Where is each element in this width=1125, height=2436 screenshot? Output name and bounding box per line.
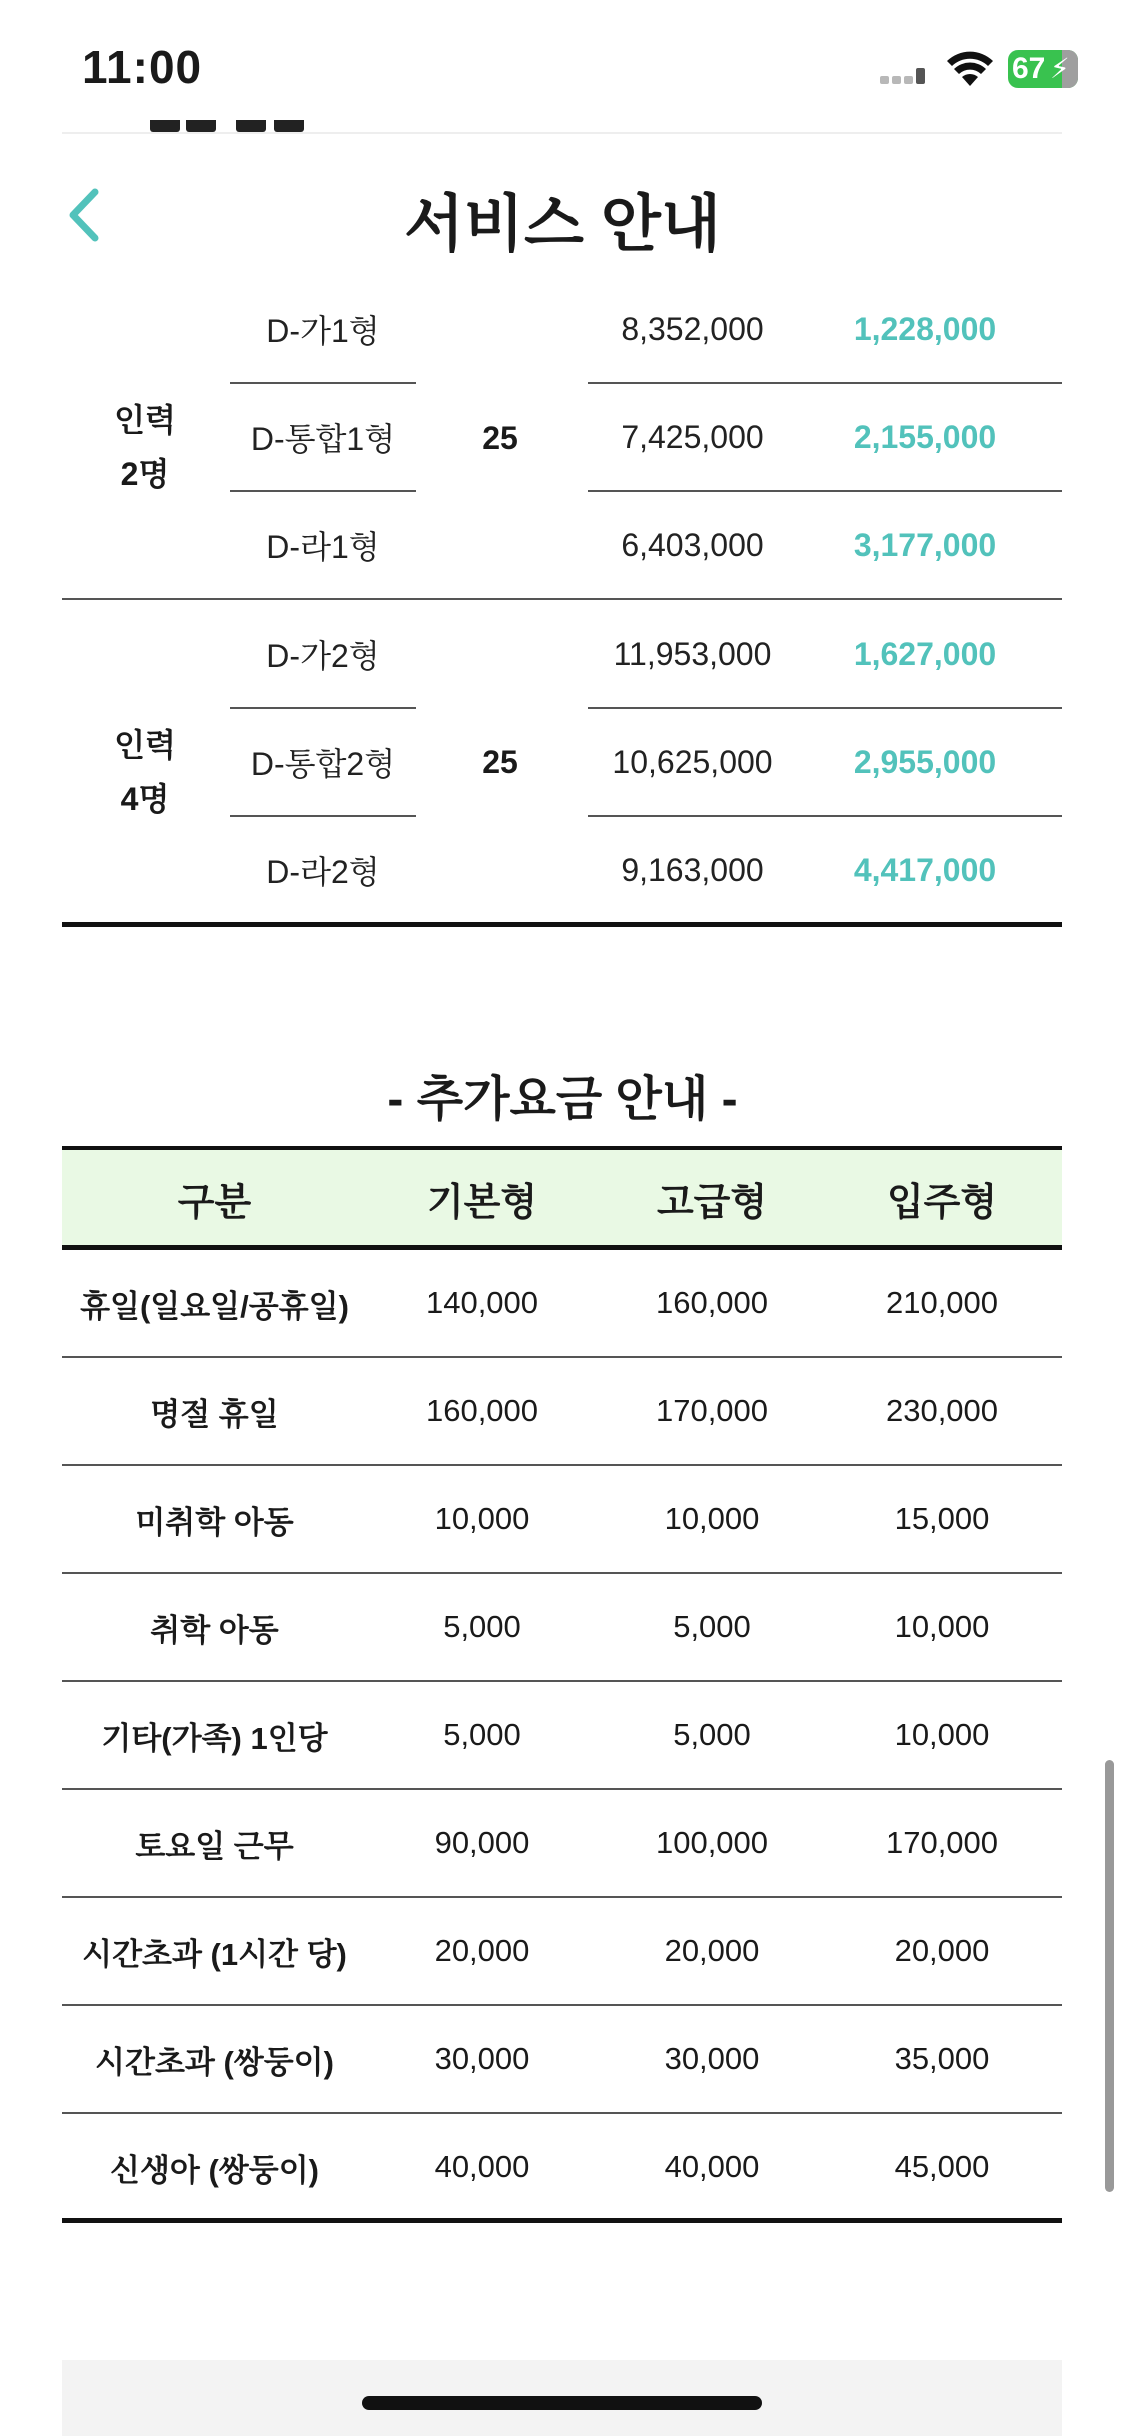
fee-premium-cell: 5,000 bbox=[673, 1717, 751, 1752]
table-row bbox=[62, 2006, 1062, 2114]
table-row bbox=[62, 1466, 1062, 1574]
extra-fees-title: - 추가요금 안내 - bbox=[387, 1073, 738, 1126]
cellular-signal-icon bbox=[880, 66, 926, 84]
fee-live-in-cell: 20,000 bbox=[894, 1933, 990, 1968]
fee-category-cell: 시간초과 (1시간 당) bbox=[82, 1936, 347, 1972]
subsidy-cell: 2,155,000 bbox=[853, 418, 997, 455]
scrollbar[interactable] bbox=[1105, 1760, 1114, 2192]
subsidy-cell: 1,627,000 bbox=[853, 635, 997, 672]
table-bottom-border bbox=[62, 922, 1062, 927]
type-cell: D-라2형 bbox=[266, 854, 380, 890]
table-row bbox=[62, 1358, 1062, 1466]
fee-premium-cell: 170,000 bbox=[655, 1393, 769, 1428]
fee-basic-cell: 30,000 bbox=[434, 2041, 530, 2076]
header-cell-premium: 고급형 bbox=[656, 1181, 768, 1224]
fee-category-cell: 신생아 (쌍둥이) bbox=[110, 2152, 319, 2188]
group-label: 인력 4명 bbox=[114, 727, 176, 817]
type-cell: D-가2형 bbox=[266, 638, 380, 674]
fee-category-cell: 휴일(일요일/공휴일) bbox=[80, 1288, 349, 1324]
type-cell: D-가1형 bbox=[266, 313, 380, 349]
fee-category-cell: 미취학 아동 bbox=[135, 1504, 294, 1540]
type-cell: D-라1형 bbox=[266, 529, 380, 565]
header-cell-basic: 기본형 bbox=[426, 1181, 538, 1224]
table-row bbox=[62, 1790, 1062, 1898]
charging-bolt-icon: ⚡ bbox=[1050, 53, 1070, 84]
fee-basic-cell: 90,000 bbox=[434, 1825, 530, 1860]
fee-live-in-cell: 45,000 bbox=[894, 2149, 990, 2184]
wifi-icon bbox=[946, 48, 994, 88]
group-count: 25 bbox=[482, 419, 518, 456]
fee-category-cell: 시간초과 (쌍둥이) bbox=[95, 2044, 334, 2080]
fee-category-cell: 토요일 근무 bbox=[135, 1828, 294, 1864]
fee-premium-cell: 160,000 bbox=[655, 1285, 769, 1320]
page-title: 서비스 안내 bbox=[404, 190, 721, 259]
group-count: 25 bbox=[482, 743, 518, 780]
price-cell: 8,352,000 bbox=[621, 310, 764, 347]
fee-live-in-cell: 10,000 bbox=[894, 1609, 990, 1644]
type-cell: D-통합1형 bbox=[250, 421, 396, 457]
price-cell: 9,163,000 bbox=[621, 851, 764, 888]
fee-live-in-cell: 230,000 bbox=[885, 1393, 999, 1428]
table-bottom-border bbox=[62, 2218, 1062, 2223]
table-row bbox=[62, 1250, 1062, 1358]
price-cell: 11,953,000 bbox=[613, 635, 772, 672]
home-indicator[interactable] bbox=[362, 2396, 762, 2410]
price-cell: 7,425,000 bbox=[621, 418, 764, 455]
fee-live-in-cell: 170,000 bbox=[885, 1825, 999, 1860]
fee-premium-cell: 30,000 bbox=[664, 2041, 760, 2076]
type-cell: D-통합2형 bbox=[250, 746, 396, 782]
subsidy-cell: 3,177,000 bbox=[853, 526, 997, 563]
battery-level: 67 bbox=[1012, 52, 1046, 85]
fee-live-in-cell: 35,000 bbox=[894, 2041, 990, 2076]
header-cell-category: 구분 bbox=[177, 1181, 252, 1224]
group-divider bbox=[62, 598, 1062, 600]
fee-category-cell: 명절 휴일 bbox=[150, 1396, 279, 1432]
fee-category-cell: 취학 아동 bbox=[150, 1612, 279, 1648]
fee-basic-cell: 160,000 bbox=[425, 1393, 539, 1428]
fee-live-in-cell: 15,000 bbox=[894, 1501, 990, 1536]
status-bar bbox=[0, 0, 1125, 132]
fee-premium-cell: 10,000 bbox=[664, 1501, 760, 1536]
fee-basic-cell: 10,000 bbox=[434, 1501, 530, 1536]
header-divider bbox=[62, 132, 1062, 134]
table-header-row bbox=[62, 1150, 1062, 1246]
fee-basic-cell: 140,000 bbox=[425, 1285, 539, 1320]
fee-premium-cell: 100,000 bbox=[655, 1825, 769, 1860]
fee-premium-cell: 5,000 bbox=[673, 1609, 751, 1644]
subsidy-cell: 1,228,000 bbox=[853, 310, 997, 347]
fee-basic-cell: 40,000 bbox=[434, 2149, 530, 2184]
fee-basic-cell: 5,000 bbox=[443, 1609, 521, 1644]
header-cell-live-in: 입주형 bbox=[886, 1181, 998, 1224]
price-cell: 6,403,000 bbox=[621, 526, 764, 563]
table-row bbox=[62, 1898, 1062, 2006]
group-label: 인력 2명 bbox=[114, 402, 176, 492]
fee-basic-cell: 5,000 bbox=[443, 1717, 521, 1752]
table-row bbox=[62, 2114, 1062, 2222]
fee-premium-cell: 40,000 bbox=[664, 2149, 760, 2184]
nav-header bbox=[0, 140, 1125, 280]
fee-premium-cell: 20,000 bbox=[664, 1933, 760, 1968]
table-row bbox=[62, 1682, 1062, 1790]
subsidy-cell: 2,955,000 bbox=[853, 743, 997, 780]
table-row bbox=[62, 1574, 1062, 1682]
fee-live-in-cell: 210,000 bbox=[885, 1285, 999, 1320]
fee-basic-cell: 20,000 bbox=[434, 1933, 530, 1968]
status-time: 11:00 bbox=[82, 41, 203, 93]
price-cell: 10,625,000 bbox=[612, 743, 773, 780]
fee-category-cell: 기타(가족) 1인당 bbox=[101, 1720, 328, 1756]
fee-live-in-cell: 10,000 bbox=[894, 1717, 990, 1752]
subsidy-cell: 4,417,000 bbox=[853, 851, 997, 888]
